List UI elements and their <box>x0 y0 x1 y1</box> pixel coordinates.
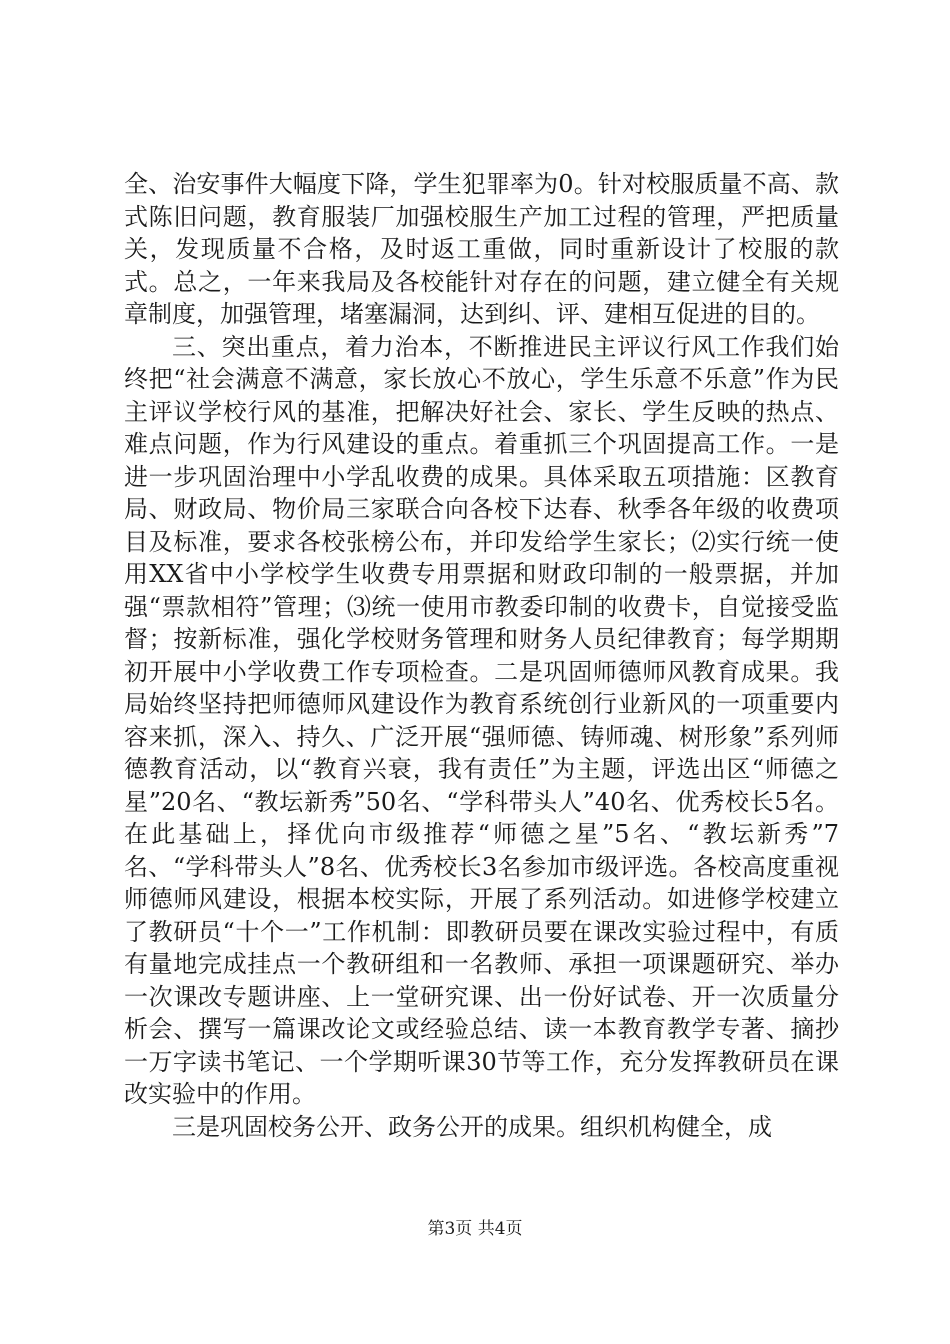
paragraph-section-three: 三、突出重点，着力治本，不断推进民主评议行风工作我们始终把“社会满意不满意，家长放心不放心，学生乐意不乐意”作为民主评议学校行风的基准，把解决好社会、家长、学生反映的热点、难点问题，作为行风建设的重点。着重抓三个巩固提高工作。一是进一步巩固治理中小学乱收费的成果。具体采取五项措施：区教育局、财政局、物价局三家联合向各校下达春、秋季各年级的收费项目及标准，要求各校张榜公布，并印发给学生家长；⑵实行统一使用XX省中小学校学生收费专用票据和财政印制的一般票据，并加强“票款相符”管理；⑶统一使用市教委印制的收费卡，自觉接受监督；按新标准，强化学校财务管理和财务人员纪律教育；每学期期初开展中小学收费工作专项检查。二是巩固师德师风教育成果。我局始终坚持把师德师风建设作为教育系统创行业新风的一项重要内容来抓，深入、持久、广泛开展“强师德、铸师魂、树形象”系列师德教育活动，以“教育兴衰，我有责任”为主题，评选出区“师德之星”20名、“教坛新秀”50名、“学科带头人”40名、优秀校长5名。在此基础上，择优向市级推荐“师德之星”5名、“教坛新秀”7名、“学科带头人”8名、优秀校长3名参加市级评选。各校高度重视师德师风建设，根据本校实际，开展了系列活动。如进修学校建立了教研员“十个一”工作机制：即教研员要在课改实验过程中，有质有量地完成挂点一个教研组和一名教师、承担一项课题研究、举办一次课改专题讲座、上一堂研究课、出一份好试卷、开一次质量分析会、撰写一篇课改论文或经验总结、读一本教育教学专著、摘抄一万字读书笔记、一个学期听课30节等工作，充分发挥教研员在课改实验中的作用。 <box>124 332 839 1108</box>
paragraph-continued: 全、治安事件大幅度下降，学生犯罪率为0。针对校服质量不高、款式陈旧问题，教育服装厂加强校服生产加工过程的管理，严把质量关，发现质量不合格，及时返工重做，同时重新设计了校服的款式。总之，一年来我局及各校能针对存在的问题，建立健全有关规章制度，加强管理，堵塞漏洞，达到纠、评、建相互促进的目的。 <box>124 170 839 328</box>
paragraph-third-consolidation: 三是巩固校务公开、政务公开的成果。组织机构健全，成 <box>172 1112 772 1141</box>
page-number-footer: 第3页 共4页 <box>427 1219 523 1239</box>
document-body <box>124 168 839 1143</box>
